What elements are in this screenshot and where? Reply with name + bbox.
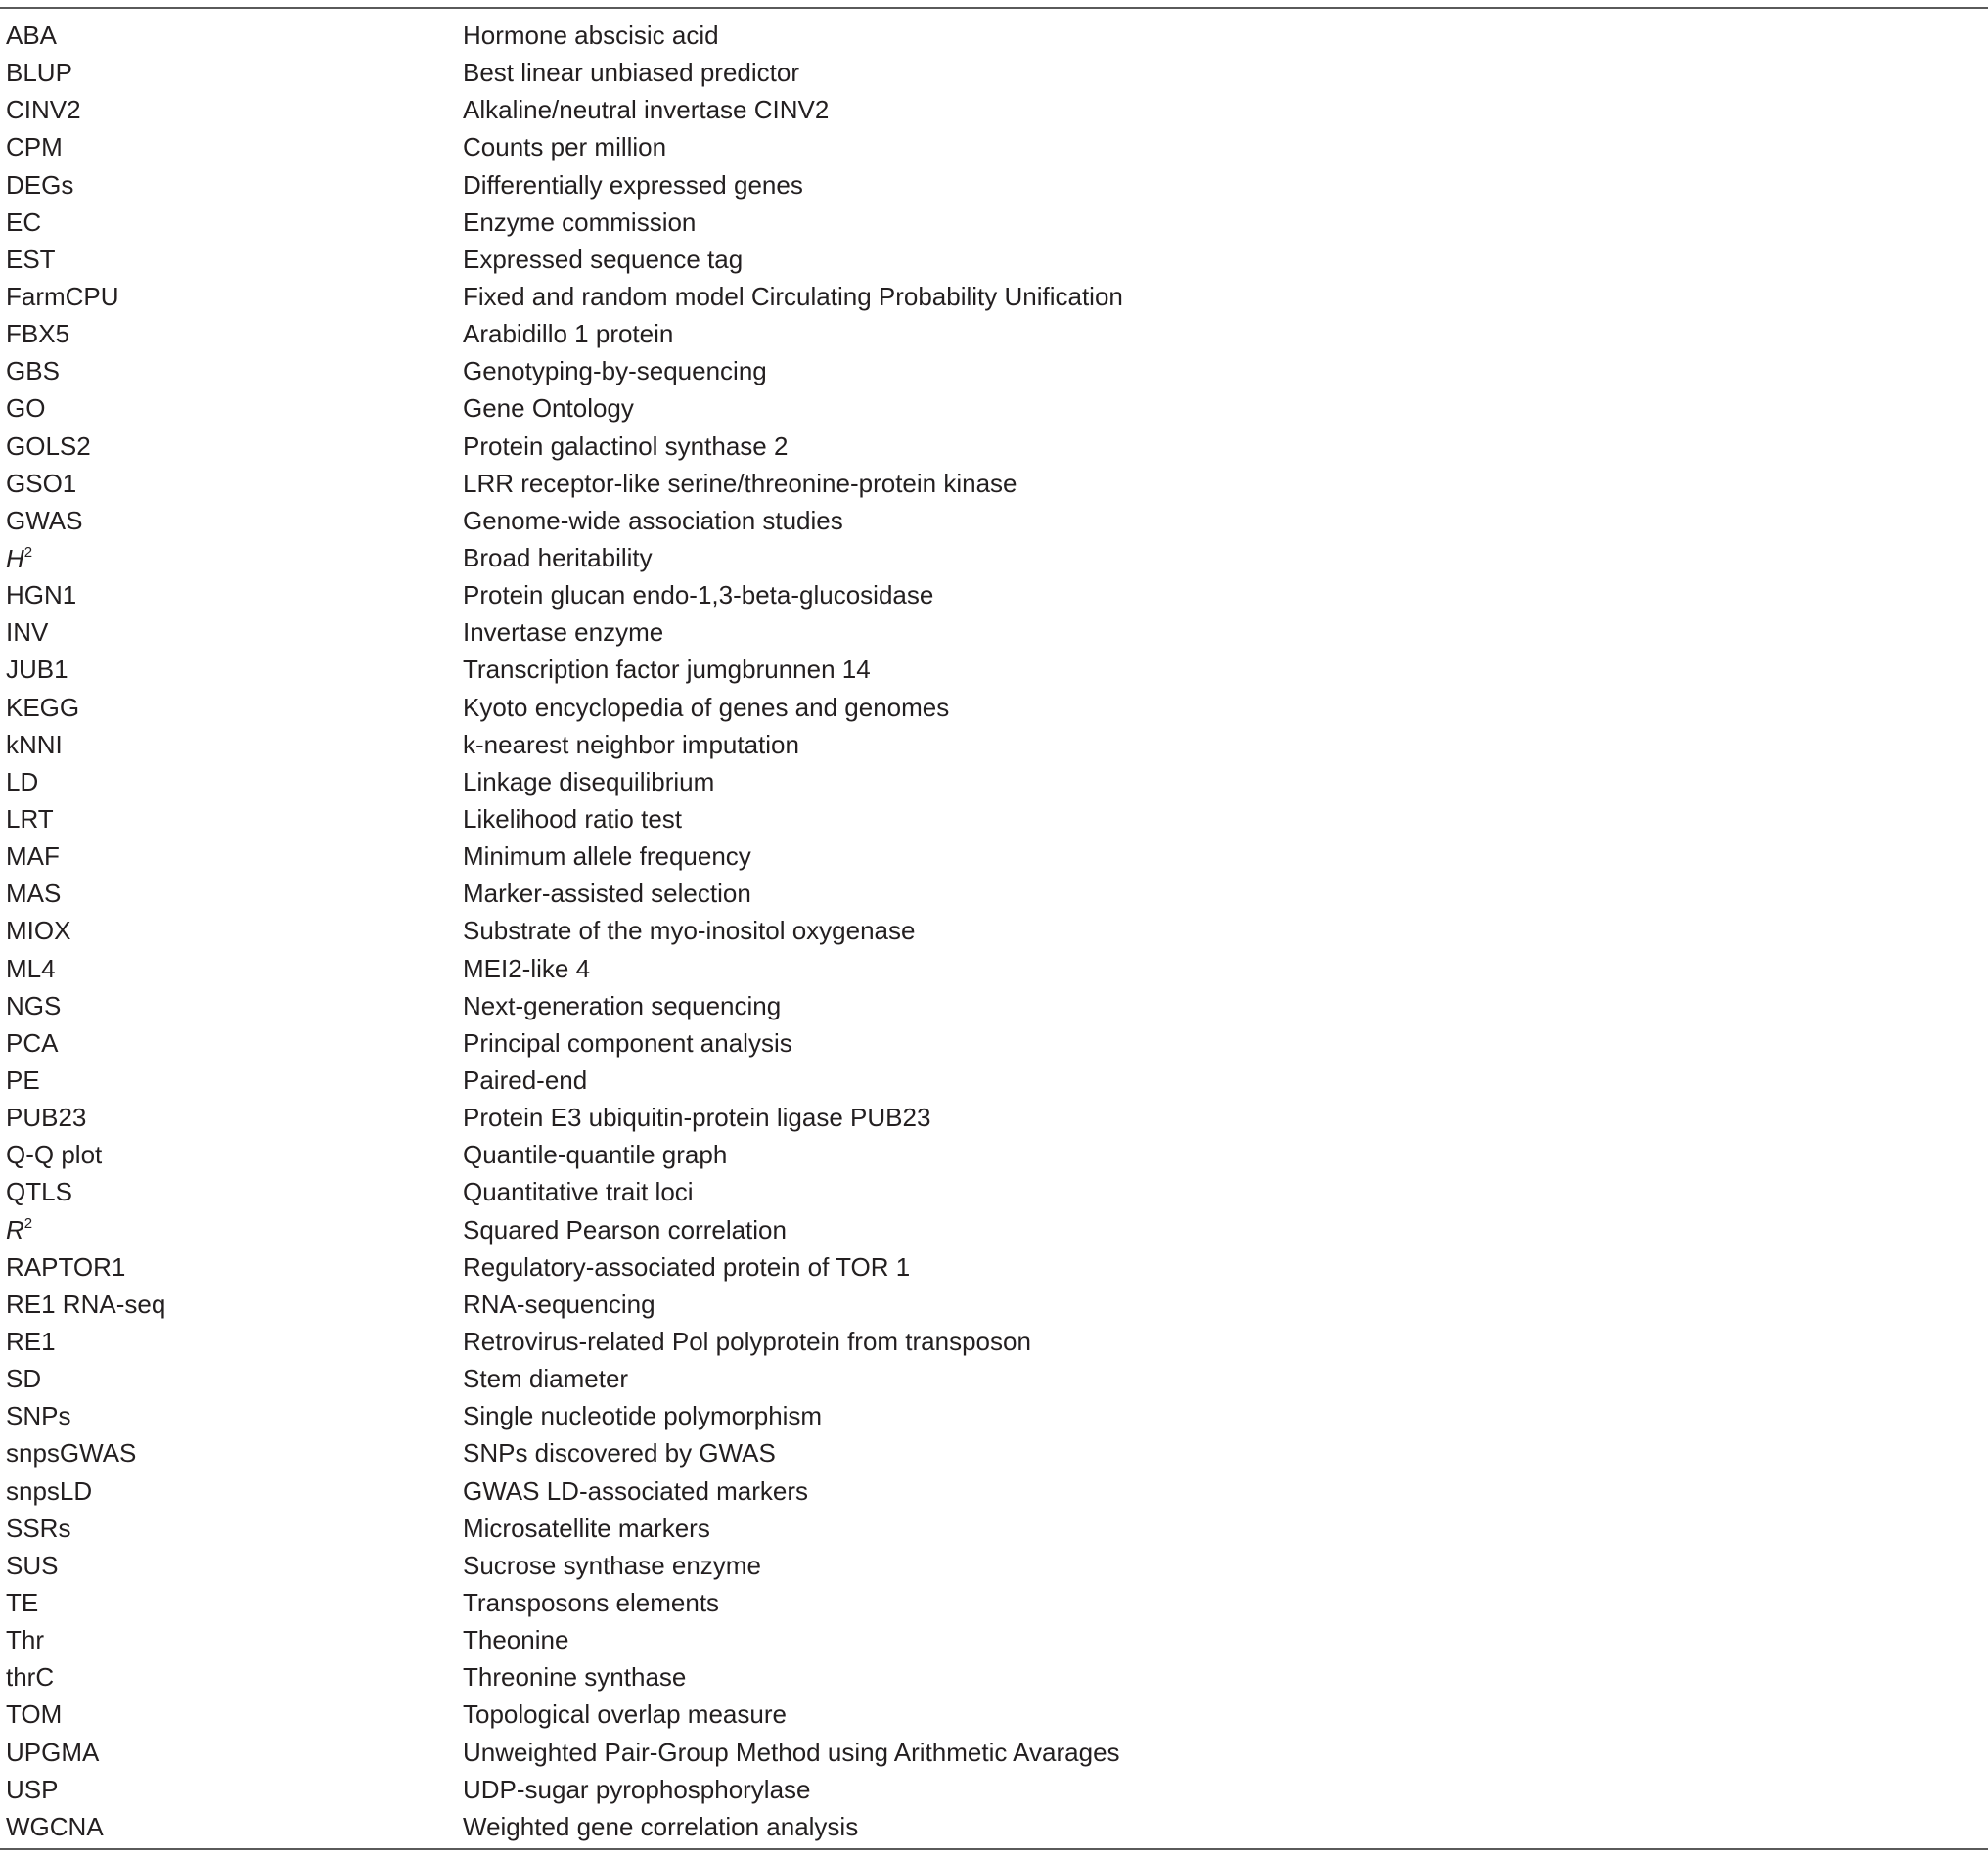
abbreviation-cell: GBS bbox=[6, 356, 60, 386]
abbreviation-cell: SD bbox=[6, 1364, 42, 1394]
abbreviation-cell: MAS bbox=[6, 879, 62, 909]
definition-cell: Transposons elements bbox=[463, 1587, 720, 1617]
abbreviation-cell: KEGG bbox=[6, 692, 80, 722]
abbreviation-cell: TOM bbox=[6, 1699, 63, 1730]
definition-cell: Topological overlap measure bbox=[463, 1699, 787, 1730]
table-row bbox=[0, 91, 1988, 128]
table-row bbox=[0, 166, 1988, 204]
table-row bbox=[0, 613, 1988, 651]
table-row bbox=[0, 241, 1988, 278]
table-row bbox=[0, 1024, 1988, 1062]
definition-cell: Threonine synthase bbox=[463, 1662, 687, 1693]
table-row bbox=[0, 726, 1988, 763]
definition-cell: Genotyping-by-sequencing bbox=[463, 356, 767, 386]
table-row bbox=[0, 950, 1988, 987]
abbreviation-cell: WGCNA bbox=[6, 1811, 104, 1841]
definition-cell: Paired-end bbox=[463, 1065, 588, 1095]
abbreviation-cell: EST bbox=[6, 244, 56, 274]
table-row bbox=[0, 1434, 1988, 1471]
abbreviation-cell: MAF bbox=[6, 841, 60, 872]
abbreviation-cell: DEGs bbox=[6, 169, 74, 200]
abbreviation-cell: CPM bbox=[6, 132, 63, 162]
table-row bbox=[0, 128, 1988, 165]
definition-cell: LRR receptor-like serine/threonine-protein kinase bbox=[463, 468, 1017, 498]
definition-cell: MEI2-like 4 bbox=[463, 953, 591, 983]
abbreviation-cell: $H^2$ bbox=[6, 543, 33, 573]
abbreviation-cell: UPGMA bbox=[6, 1737, 100, 1767]
abbreviation-cell: JUB1 bbox=[6, 655, 68, 685]
table-row bbox=[0, 800, 1988, 837]
table-row bbox=[0, 465, 1988, 502]
definition-cell: Retrovirus-related Pol polyprotein from transposon bbox=[463, 1326, 1031, 1356]
table-row bbox=[0, 912, 1988, 949]
table-row bbox=[0, 428, 1988, 465]
abbreviation-cell: QTLS bbox=[6, 1177, 72, 1207]
abbreviation-cell: BLUP bbox=[6, 58, 72, 88]
table-row bbox=[0, 1323, 1988, 1360]
definition-cell: Unweighted Pair-Group Method using Arithmetic Avarages bbox=[463, 1737, 1120, 1767]
abbreviation-cell: INV bbox=[6, 617, 49, 648]
table-row bbox=[0, 987, 1988, 1024]
table-row bbox=[0, 352, 1988, 389]
table-row bbox=[0, 1510, 1988, 1547]
table-row bbox=[0, 576, 1988, 613]
table-row bbox=[0, 1211, 1988, 1248]
table-row bbox=[0, 1397, 1988, 1434]
definition-cell: Kyoto encyclopedia of genes and genomes bbox=[463, 692, 950, 722]
abbreviation-cell: USP bbox=[6, 1774, 59, 1804]
abbreviation-cell: $R^2$ bbox=[6, 1215, 33, 1245]
abbreviation-cell: MIOX bbox=[6, 916, 71, 946]
definition-cell: Counts per million bbox=[463, 132, 667, 162]
definition-cell: SNPs discovered by GWAS bbox=[463, 1438, 776, 1469]
definition-cell: Fixed and random model Circulating Probability Unification bbox=[463, 282, 1123, 312]
abbreviation-cell: ABA bbox=[6, 21, 58, 51]
table-row bbox=[0, 875, 1988, 912]
definition-cell: Weighted gene correlation analysis bbox=[463, 1811, 859, 1841]
definition-cell: Quantile-quantile graph bbox=[463, 1140, 728, 1170]
abbreviation-cell: FarmCPU bbox=[6, 282, 119, 312]
abbreviation-cell: GWAS bbox=[6, 505, 83, 535]
definition-cell: Squared Pearson correlation bbox=[463, 1214, 787, 1245]
definition-cell: Microsatellite markers bbox=[463, 1513, 710, 1543]
table-row bbox=[0, 1248, 1988, 1286]
definition-cell: RNA-sequencing bbox=[463, 1289, 655, 1319]
abbreviation-cell: ML4 bbox=[6, 953, 56, 983]
definition-cell: Sucrose synthase enzyme bbox=[463, 1550, 761, 1580]
definition-cell: Regulatory-associated protein of TOR 1 bbox=[463, 1251, 911, 1282]
table-row bbox=[0, 1062, 1988, 1099]
definition-cell: Stem diameter bbox=[463, 1364, 629, 1394]
abbreviation-cell: RAPTOR1 bbox=[6, 1251, 126, 1282]
abbreviation-cell: RE1 bbox=[6, 1326, 56, 1356]
definition-cell: Principal component analysis bbox=[463, 1027, 792, 1058]
definition-cell: Arabidillo 1 protein bbox=[463, 319, 674, 349]
definition-cell: Protein glucan endo-1,3-beta-glucosidase bbox=[463, 580, 934, 611]
definition-cell: Expressed sequence tag bbox=[463, 244, 744, 274]
abbreviation-cell: Q-Q plot bbox=[6, 1140, 103, 1170]
table-row bbox=[0, 17, 1988, 54]
table-row bbox=[0, 1771, 1988, 1808]
definition-cell: Invertase enzyme bbox=[463, 617, 664, 648]
abbreviation-cell: snpsGWAS bbox=[6, 1438, 137, 1469]
table-row bbox=[0, 651, 1988, 688]
table-row bbox=[0, 1733, 1988, 1770]
definition-cell: Theonine bbox=[463, 1625, 569, 1655]
table-row bbox=[0, 1658, 1988, 1696]
abbreviation-cell: snpsLD bbox=[6, 1475, 93, 1506]
definition-cell: Next-generation sequencing bbox=[463, 990, 782, 1020]
table-row bbox=[0, 1584, 1988, 1621]
abbreviation-cell: GSO1 bbox=[6, 468, 77, 498]
table-row bbox=[0, 1173, 1988, 1210]
abbreviation-cell: Thr bbox=[6, 1625, 44, 1655]
abbreviation-cell: FBX5 bbox=[6, 319, 70, 349]
definition-cell: Protein galactinol synthase 2 bbox=[463, 430, 789, 461]
definition-cell: Enzyme commission bbox=[463, 206, 697, 237]
table-row bbox=[0, 278, 1988, 315]
definition-cell: GWAS LD-associated markers bbox=[463, 1475, 809, 1506]
definition-cell: Differentially expressed genes bbox=[463, 169, 803, 200]
definition-cell: Broad heritability bbox=[463, 543, 653, 573]
abbreviations-table bbox=[0, 17, 1988, 1845]
abbreviation-cell: TE bbox=[6, 1587, 39, 1617]
definition-cell: Quantitative trait loci bbox=[463, 1177, 694, 1207]
table-row bbox=[0, 1136, 1988, 1173]
table-row bbox=[0, 539, 1988, 576]
abbreviation-cell: LRT bbox=[6, 804, 54, 835]
table-row bbox=[0, 1808, 1988, 1845]
table-row bbox=[0, 1360, 1988, 1397]
abbreviation-cell: SSRs bbox=[6, 1513, 71, 1543]
table-row bbox=[0, 763, 1988, 800]
bottom-rule bbox=[0, 1848, 1988, 1850]
definition-cell: Minimum allele frequency bbox=[463, 841, 751, 872]
abbreviation-cell: GOLS2 bbox=[6, 430, 91, 461]
table-row bbox=[0, 1099, 1988, 1136]
definition-cell: Alkaline/neutral invertase CINV2 bbox=[463, 95, 830, 125]
abbreviation-cell: HGN1 bbox=[6, 580, 77, 611]
definition-cell: UDP-sugar pyrophosphorylase bbox=[463, 1774, 811, 1804]
table-row bbox=[0, 502, 1988, 539]
abbreviation-cell: RE1 RNA-seq bbox=[6, 1289, 166, 1319]
table-row bbox=[0, 1547, 1988, 1584]
table-row bbox=[0, 315, 1988, 352]
definition-cell: Transcription factor jumgbrunnen 14 bbox=[463, 655, 871, 685]
definition-cell: Hormone abscisic acid bbox=[463, 21, 719, 51]
abbreviation-cell: PE bbox=[6, 1065, 40, 1095]
abbreviation-cell: SUS bbox=[6, 1550, 59, 1580]
table-row bbox=[0, 1696, 1988, 1733]
definition-cell: k-nearest neighbor imputation bbox=[463, 729, 799, 759]
abbreviation-cell: NGS bbox=[6, 990, 62, 1020]
table-row bbox=[0, 1286, 1988, 1323]
table-row bbox=[0, 1471, 1988, 1509]
table-row bbox=[0, 204, 1988, 241]
abbreviation-cell: PUB23 bbox=[6, 1103, 87, 1133]
table-row bbox=[0, 689, 1988, 726]
top-rule bbox=[0, 7, 1988, 9]
abbreviation-cell: LD bbox=[6, 766, 39, 796]
abbreviation-cell: SNPs bbox=[6, 1401, 71, 1431]
definition-cell: Genome-wide association studies bbox=[463, 505, 843, 535]
definition-cell: Likelihood ratio test bbox=[463, 804, 683, 835]
abbreviation-cell: thrC bbox=[6, 1662, 55, 1693]
table-row bbox=[0, 54, 1988, 91]
definition-cell: Gene Ontology bbox=[463, 393, 634, 424]
definition-cell: Best linear unbiased predictor bbox=[463, 58, 799, 88]
abbreviation-cell: kNNI bbox=[6, 729, 63, 759]
table-row bbox=[0, 1621, 1988, 1658]
definition-cell: Substrate of the myo-inositol oxygenase bbox=[463, 916, 916, 946]
definition-cell: Protein E3 ubiquitin-protein ligase PUB23 bbox=[463, 1103, 931, 1133]
abbreviation-cell: CINV2 bbox=[6, 95, 81, 125]
definition-cell: Single nucleotide polymorphism bbox=[463, 1401, 823, 1431]
table-row bbox=[0, 389, 1988, 427]
abbreviation-cell: EC bbox=[6, 206, 42, 237]
definition-cell: Marker-assisted selection bbox=[463, 879, 751, 909]
abbreviation-cell: GO bbox=[6, 393, 46, 424]
abbreviation-cell: PCA bbox=[6, 1027, 59, 1058]
definition-cell: Linkage disequilibrium bbox=[463, 766, 715, 796]
table-row bbox=[0, 837, 1988, 875]
